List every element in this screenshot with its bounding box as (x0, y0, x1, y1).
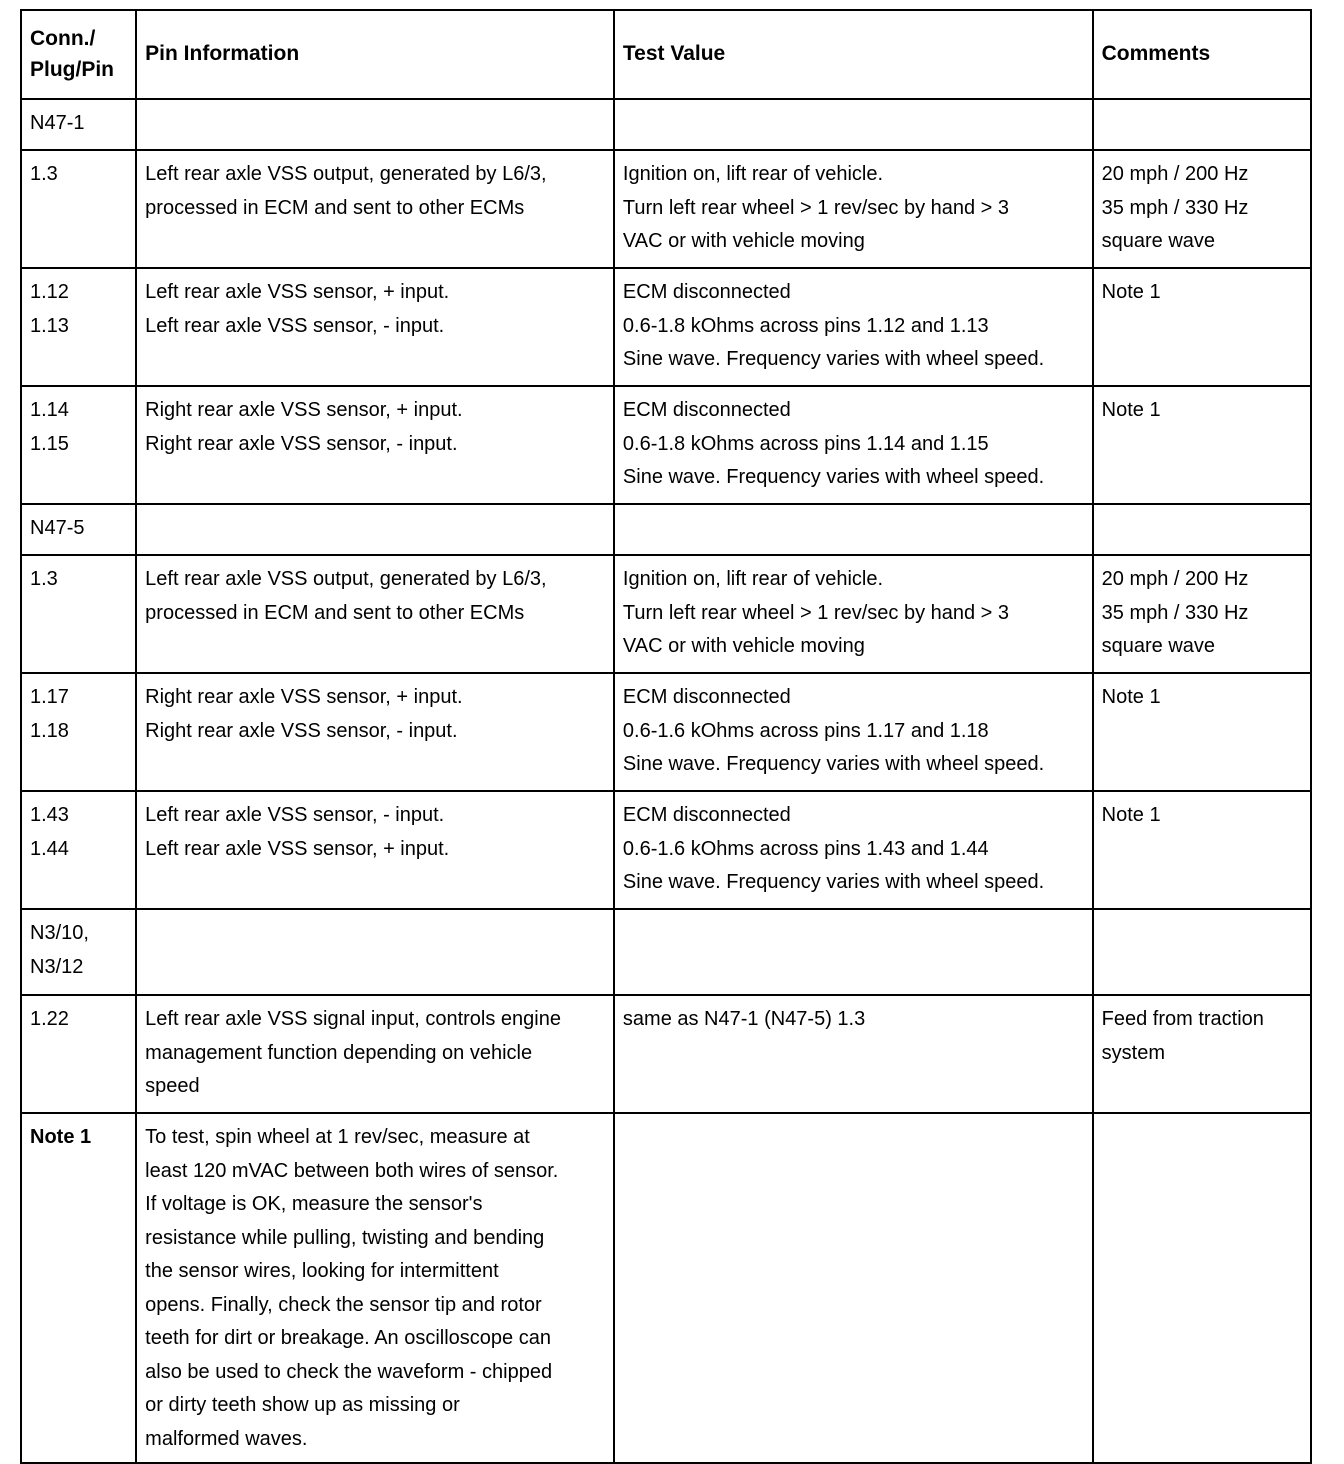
cell-comments: Note 1 (1093, 673, 1311, 791)
pin-test-table (20, 9, 1312, 1464)
cell-pin-information: To test, spin wheel at 1 rev/sec, measure at least 120 mVAC between both wires of sensor. If voltage is OK, measure the sensor's resistance while pulling, twisting and bending the sensor wires, looking for intermittent opens. Finally, check the sensor tip and rotor teeth for dirt or breakage. An oscilloscope can also be used to check the waveform - chipped or dirty teeth show up as missing or malformed waves. (136, 1113, 614, 1463)
cell-comments: 20 mph / 200 Hz 35 mph / 330 Hz square wave (1093, 555, 1311, 673)
cell-comments (1093, 504, 1311, 555)
cell-comments: Note 1 (1093, 791, 1311, 909)
cell-pin: N47-1 (21, 99, 136, 150)
cell-pin: 1.17 1.18 (21, 673, 136, 791)
cell-pin-information (136, 99, 614, 150)
cell-test-value (614, 909, 1093, 995)
cell-pin-information: Left rear axle VSS output, generated by L6/3, processed in ECM and sent to other ECMs (136, 555, 614, 673)
cell-test-value: ECM disconnected 0.6-1.6 kOhms across pins 1.43 and 1.44 Sine wave. Frequency varies with wheel speed. (614, 791, 1093, 909)
table-row (21, 99, 1311, 150)
cell-test-value: ECM disconnected 0.6-1.8 kOhms across pins 1.12 and 1.13 Sine wave. Frequency varies with wheel speed. (614, 268, 1093, 386)
cell-comments (1093, 909, 1311, 995)
cell-pin-information: Right rear axle VSS sensor, + input. Right rear axle VSS sensor, - input. (136, 673, 614, 791)
cell-pin-information: Left rear axle VSS output, generated by L6/3, processed in ECM and sent to other ECMs (136, 150, 614, 268)
table-row (21, 673, 1311, 791)
table-row (21, 909, 1311, 995)
header-pin-information: Pin Information (136, 10, 614, 99)
header-test-value: Test Value (614, 10, 1093, 99)
table-row (21, 386, 1311, 504)
table-row (21, 791, 1311, 909)
cell-pin: 1.22 (21, 995, 136, 1113)
header-comments: Comments (1093, 10, 1311, 99)
cell-test-value: Ignition on, lift rear of vehicle. Turn left rear wheel > 1 rev/sec by hand > 3 VAC or with vehicle moving (614, 555, 1093, 673)
cell-pin: 1.12 1.13 (21, 268, 136, 386)
table-row (21, 555, 1311, 673)
header-conn-plug-pin: Conn./ Plug/Pin (21, 10, 136, 99)
cell-comments (1093, 99, 1311, 150)
cell-test-value: same as N47-1 (N47-5) 1.3 (614, 995, 1093, 1113)
cell-pin-information: Left rear axle VSS sensor, + input. Left rear axle VSS sensor, - input. (136, 268, 614, 386)
cell-pin: N3/10, N3/12 (21, 909, 136, 995)
cell-comments (1093, 1113, 1311, 1463)
header-row (21, 10, 1311, 99)
cell-pin-information: Left rear axle VSS sensor, - input. Left rear axle VSS sensor, + input. (136, 791, 614, 909)
cell-pin: 1.3 (21, 555, 136, 673)
cell-comments: Feed from traction system (1093, 995, 1311, 1113)
table-row (21, 995, 1311, 1113)
cell-test-value: ECM disconnected 0.6-1.8 kOhms across pins 1.14 and 1.15 Sine wave. Frequency varies with wheel speed. (614, 386, 1093, 504)
table-row (21, 150, 1311, 268)
cell-pin: Note 1 (21, 1113, 136, 1463)
cell-pin-information: Right rear axle VSS sensor, + input. Right rear axle VSS sensor, - input. (136, 386, 614, 504)
cell-pin: 1.14 1.15 (21, 386, 136, 504)
cell-pin: 1.3 (21, 150, 136, 268)
cell-comments: Note 1 (1093, 268, 1311, 386)
table-row (21, 504, 1311, 555)
cell-pin: N47-5 (21, 504, 136, 555)
cell-test-value (614, 1113, 1093, 1463)
table-row (21, 1113, 1311, 1463)
cell-test-value: ECM disconnected 0.6-1.6 kOhms across pins 1.17 and 1.18 Sine wave. Frequency varies with wheel speed. (614, 673, 1093, 791)
cell-pin-information: Left rear axle VSS signal input, controls engine management function depending on vehicle speed (136, 995, 614, 1113)
table-row (21, 268, 1311, 386)
cell-test-value (614, 99, 1093, 150)
cell-comments: 20 mph / 200 Hz 35 mph / 330 Hz square wave (1093, 150, 1311, 268)
cell-pin-information (136, 504, 614, 555)
cell-comments: Note 1 (1093, 386, 1311, 504)
cell-pin-information (136, 909, 614, 995)
cell-pin: 1.43 1.44 (21, 791, 136, 909)
cell-test-value: Ignition on, lift rear of vehicle. Turn left rear wheel > 1 rev/sec by hand > 3 VAC or with vehicle moving (614, 150, 1093, 268)
cell-test-value (614, 504, 1093, 555)
